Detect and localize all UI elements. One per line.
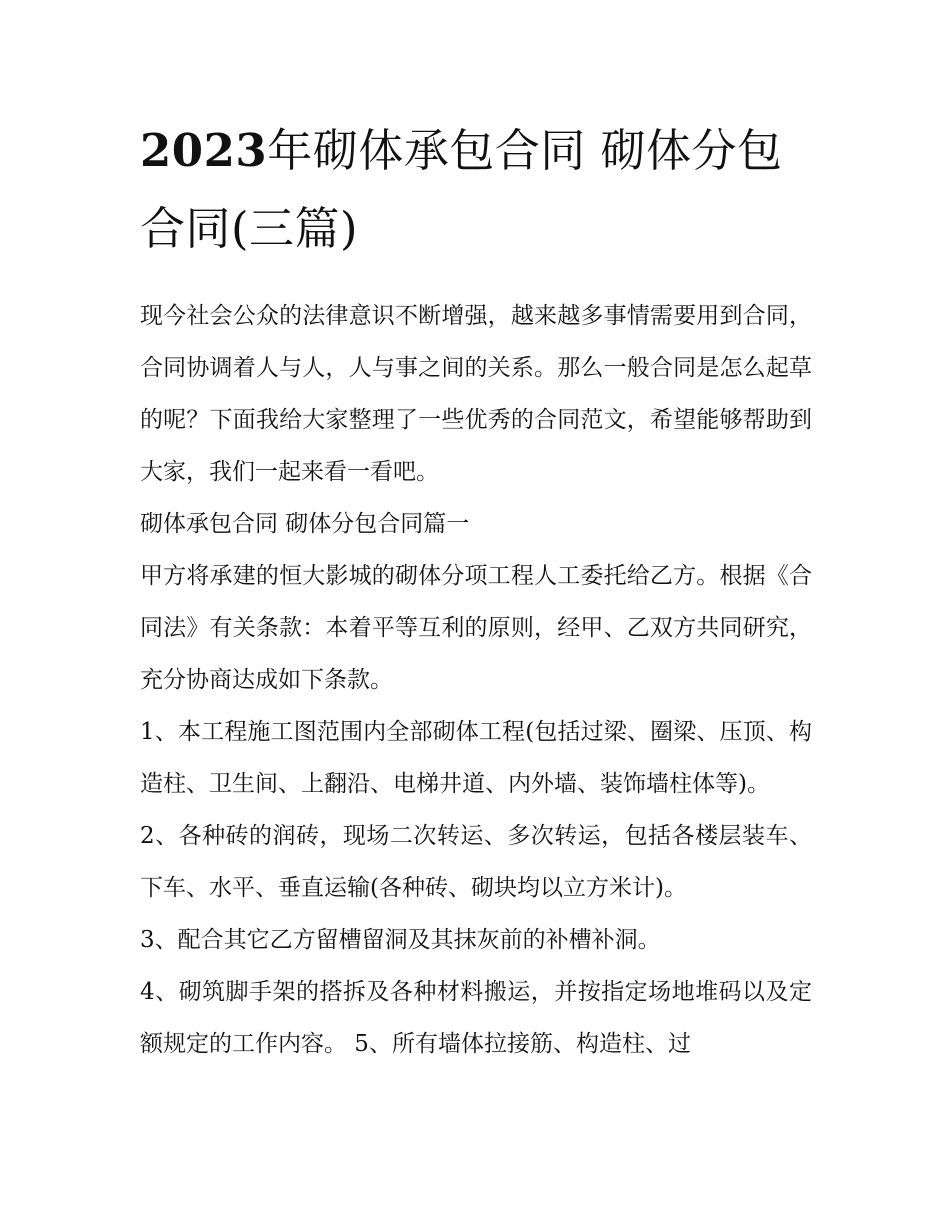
title-text: 年砌体承包合同 砌体分包合同(三篇): [140, 124, 783, 255]
intro-paragraph: 现今社会公众的法律意识不断增强，越来越多事情需要用到合同，合同协调着人与人，人与事之间的关系。那么一般合同是怎么起草的呢？下面我给大家整理了一些优秀的合同范文，希望能够帮助到大家，我们一起来看一看吧。: [140, 303, 812, 485]
section-heading: 砌体承包合同 砌体分包合同篇一: [140, 511, 470, 537]
document-body: [140, 290, 812, 1070]
clause-2: 2、各种砖的润砖，现场二次转运、多次转运，包括各楼层装车、下车、水平、垂直运输(各种砖、砌块均以立方米计)。: [140, 823, 812, 901]
document-page: [140, 112, 812, 1070]
title-year: 2023: [140, 124, 268, 177]
clause-4: 4、砌筑脚手架的搭拆及各种材料搬运，并按指定场地堆码以及定额规定的工作内容。 5、所有墙体拉接筋、构造柱、过: [140, 979, 812, 1057]
document-title: [140, 112, 812, 268]
clause-3: 3、配合其它乙方留槽留洞及其抹灰前的补槽补洞。: [140, 927, 661, 953]
contract-paragraph: 甲方将承建的恒大影城的砌体分项工程人工委托给乙方。根据《合同法》有关条款：本着平等互利的原则，经甲、乙双方共同研究，充分协商达成如下条款。: [140, 563, 812, 693]
clause-1: 1、本工程施工图范围内全部砌体工程(包括过梁、圈梁、压顶、构造柱、卫生间、上翻沿、电梯井道、内外墙、装饰墙柱体等)。: [140, 719, 812, 797]
